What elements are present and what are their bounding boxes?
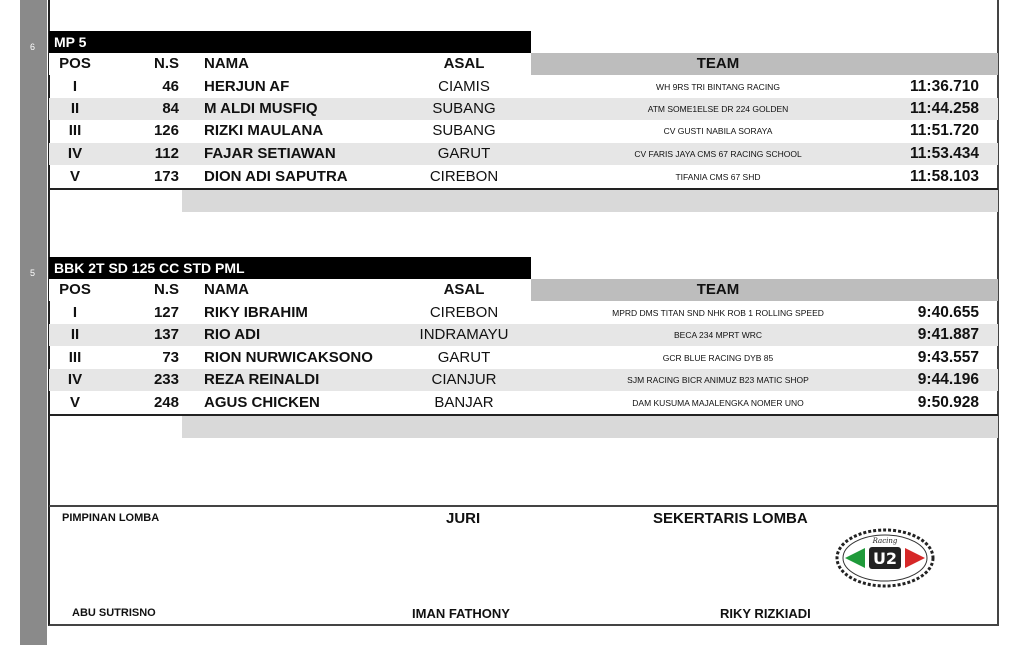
row-pos: IV <box>67 145 83 162</box>
row-pos: I <box>72 78 78 95</box>
row-nama: RIKY IBRAHIM <box>204 304 308 321</box>
header-team: TEAM <box>696 281 740 298</box>
row-pos: V <box>69 394 80 411</box>
row-ns: 233 <box>153 371 179 388</box>
table-row <box>49 392 998 414</box>
empty-gray-row <box>182 190 998 212</box>
row-team: DAM KUSUMA MAJALENGKA NOMER UNO <box>632 398 804 408</box>
row-nama: HERJUN AF <box>204 78 290 95</box>
table-header <box>49 279 998 301</box>
table-row <box>49 166 998 188</box>
row-nama: RIO ADI <box>204 326 261 343</box>
table-row <box>49 143 998 165</box>
row-pos: II <box>70 100 80 117</box>
row-nama: DION ADI SAPUTRA <box>204 168 348 185</box>
juri-name: IMAN FATHONY <box>412 606 510 621</box>
table-row <box>49 347 998 369</box>
row-team: SJM RACING BICR ANIMUZ B23 MATIC SHOP <box>627 375 809 385</box>
empty-gray-row <box>182 416 998 438</box>
row-team: TIFANIA CMS 67 SHD <box>675 172 761 182</box>
pimpinan-name: ABU SUTRISNO <box>72 607 156 619</box>
table-row <box>49 324 998 346</box>
row-asal: GARUT <box>437 145 491 162</box>
row-asal: CIREBON <box>429 304 499 321</box>
row-asal: CIANJUR <box>431 371 497 388</box>
table-row <box>49 369 998 391</box>
logo-text: U2 <box>872 549 898 568</box>
racing-team-logo <box>835 528 935 588</box>
category-row-number: 5 <box>30 268 36 278</box>
row-nama: RION NURWICAKSONO <box>204 349 373 366</box>
row-team: MPRD DMS TITAN SND NHK ROB 1 ROLLING SPEED <box>612 308 824 318</box>
row-pos: I <box>72 304 78 321</box>
sekertaris-name: RIKY RIZKIADI <box>720 606 811 621</box>
row-time: 9:44.196 <box>917 371 979 388</box>
table-header <box>49 53 998 75</box>
row-ns: 137 <box>153 326 179 343</box>
row-nama: RIZKI MAULANA <box>204 122 324 139</box>
row-pos: II <box>70 326 80 343</box>
row-asal: SUBANG <box>432 100 496 117</box>
row-team: CV FARIS JAYA CMS 67 RACING SCHOOL <box>634 149 802 159</box>
row-nama: FAJAR SETIAWAN <box>204 145 336 162</box>
row-time: 11:36.710 <box>910 78 979 95</box>
row-asal: SUBANG <box>432 122 496 139</box>
pimpinan-label: PIMPINAN LOMBA <box>62 512 160 524</box>
table-row <box>49 302 998 324</box>
row-time: 11:51.720 <box>910 122 979 139</box>
row-pos: V <box>69 168 80 185</box>
table-row <box>49 120 998 142</box>
row-team: GCR BLUE RACING DYB 85 <box>662 353 774 363</box>
row-time: 11:53.434 <box>910 145 979 162</box>
table-row <box>49 76 998 98</box>
row-team: CV GUSTI NABILA SORAYA <box>663 126 773 136</box>
row-pos: III <box>68 349 82 366</box>
header-nama: NAMA <box>204 281 249 298</box>
logo-script: Racing <box>872 537 898 545</box>
header-ns: N.S <box>153 281 179 298</box>
row-asal: CIREBON <box>429 168 499 185</box>
row-team: WH 9RS TRI BINTANG RACING <box>656 82 780 92</box>
row-time: 9:41.887 <box>917 326 979 343</box>
row-time: 11:44.258 <box>910 100 979 117</box>
row-time: 9:43.557 <box>917 349 979 366</box>
header-ns: N.S <box>153 55 179 72</box>
row-pos: IV <box>67 371 83 388</box>
row-nama: AGUS CHICKEN <box>204 394 320 411</box>
row-asal: INDRAMAYU <box>419 326 509 343</box>
row-time: 11:58.103 <box>910 168 979 185</box>
row-asal: BANJAR <box>434 394 494 411</box>
row-time: 9:50.928 <box>917 394 979 411</box>
row-pos: III <box>68 122 82 139</box>
sekertaris-label: SEKERTARIS LOMBA <box>653 510 808 527</box>
table-row <box>49 98 998 120</box>
row-ns: 248 <box>153 394 179 411</box>
category-title: MP 5 <box>49 31 531 53</box>
row-ns: 126 <box>153 122 179 139</box>
row-ns: 84 <box>162 100 179 117</box>
row-time: 9:40.655 <box>917 304 979 321</box>
row-nama: M ALDI MUSFIQ <box>204 100 318 117</box>
row-asal: GARUT <box>437 349 491 366</box>
header-asal: ASAL <box>443 281 485 298</box>
header-pos: POS <box>59 55 91 72</box>
header-nama: NAMA <box>204 55 249 72</box>
left-margin-bar <box>20 0 47 645</box>
header-asal: ASAL <box>443 55 485 72</box>
header-team: TEAM <box>696 55 740 72</box>
header-pos: POS <box>59 281 91 298</box>
row-team: BECA 234 MPRT WRC <box>673 330 763 340</box>
row-asal: CIAMIS <box>438 78 490 95</box>
row-ns: 112 <box>154 145 179 162</box>
row-nama: REZA REINALDI <box>204 371 320 388</box>
category-title: BBK 2T SD 125 CC STD PML <box>49 257 531 279</box>
row-ns: 46 <box>162 78 179 95</box>
row-team: ATM SOME1ELSE DR 224 GOLDEN <box>647 104 789 114</box>
signature-separator <box>49 505 998 507</box>
row-ns: 127 <box>153 304 179 321</box>
row-ns: 173 <box>153 168 179 185</box>
row-ns: 73 <box>162 349 179 366</box>
category-row-number: 6 <box>30 42 36 52</box>
juri-label: JURI <box>446 510 481 527</box>
